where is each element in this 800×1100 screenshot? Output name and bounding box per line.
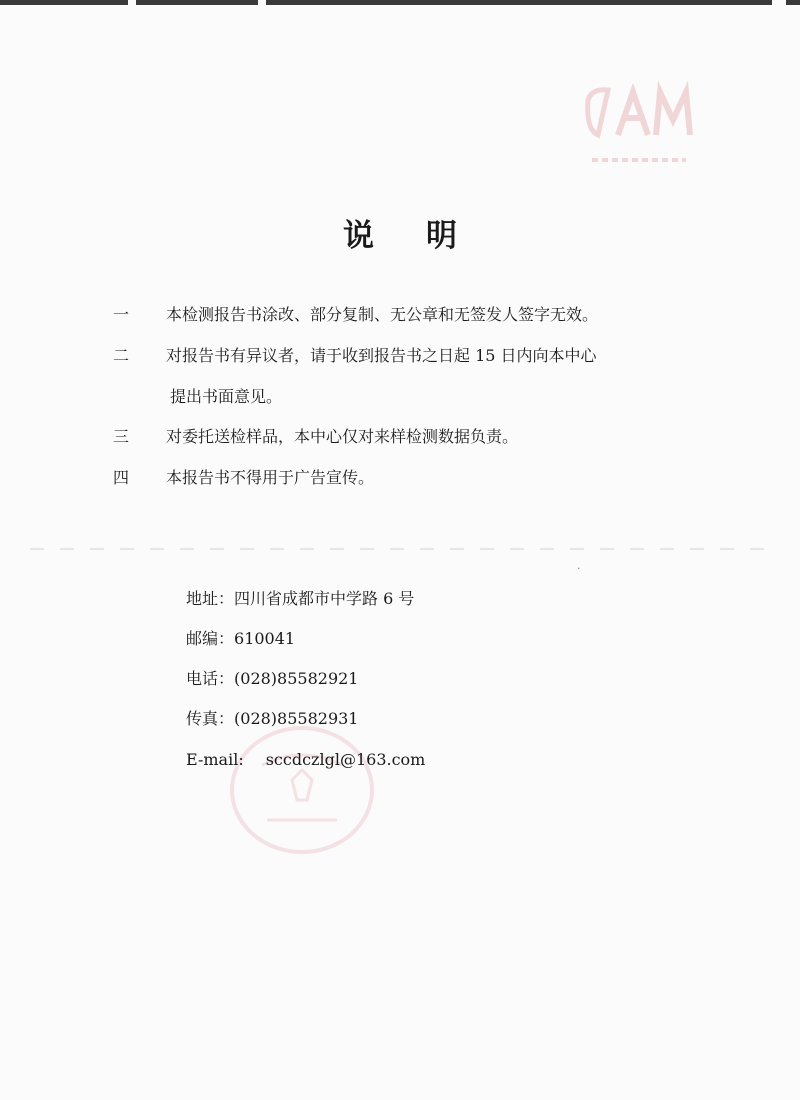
title-char: 明: [426, 218, 457, 254]
fax-value: (028)85582931: [234, 709, 359, 728]
page-title: [0, 210, 800, 255]
scan-edge-gap: [128, 0, 136, 5]
phone-label: 电话：: [186, 669, 235, 688]
notice-text: 提出书面意见。: [170, 387, 283, 406]
address-label: 地址：: [186, 589, 235, 608]
contact-fax: [186, 709, 358, 729]
contact-email: [186, 750, 425, 770]
scan-top-edge: [0, 0, 800, 5]
postcode-value: 610041: [234, 629, 296, 648]
email-value: sccdczlgl@163.com: [265, 750, 426, 769]
seal-ghost: [222, 720, 382, 860]
scan-speck: ·: [577, 562, 581, 575]
notice-number: 四: [113, 468, 130, 487]
notice-text: 本检测报告书涂改、部分复制、无公章和无签发人签字无效。: [166, 305, 599, 324]
scan-edge-gap: [772, 0, 786, 5]
notice-text: 对委托送检样品，本中心仅对来样检测数据负责。: [166, 427, 519, 446]
notice-text: 对报告书有异议者，请于收到报告书之日起 15 日内向本中心: [166, 346, 597, 365]
address-value: 四川省成都市中学路 6 号: [234, 589, 415, 608]
postcode-label: 邮编：: [186, 629, 235, 648]
cma-mark-ghost: [578, 80, 708, 175]
title-char: 说: [343, 218, 374, 254]
contact-address: [186, 589, 414, 609]
notice-number: 一: [113, 305, 130, 324]
faded-divider: [30, 548, 770, 550]
fax-label: 传真：: [186, 709, 235, 728]
contact-postcode: [186, 629, 295, 649]
scan-edge-gap: [258, 0, 266, 5]
notice-number: 三: [113, 427, 130, 446]
phone-value: (028)85582921: [234, 669, 359, 688]
email-label: E-mail:: [186, 750, 244, 769]
notice-number: 二: [113, 346, 130, 365]
notice-text: 本报告书不得用于广告宣传。: [166, 468, 375, 487]
contact-phone: [186, 669, 358, 689]
